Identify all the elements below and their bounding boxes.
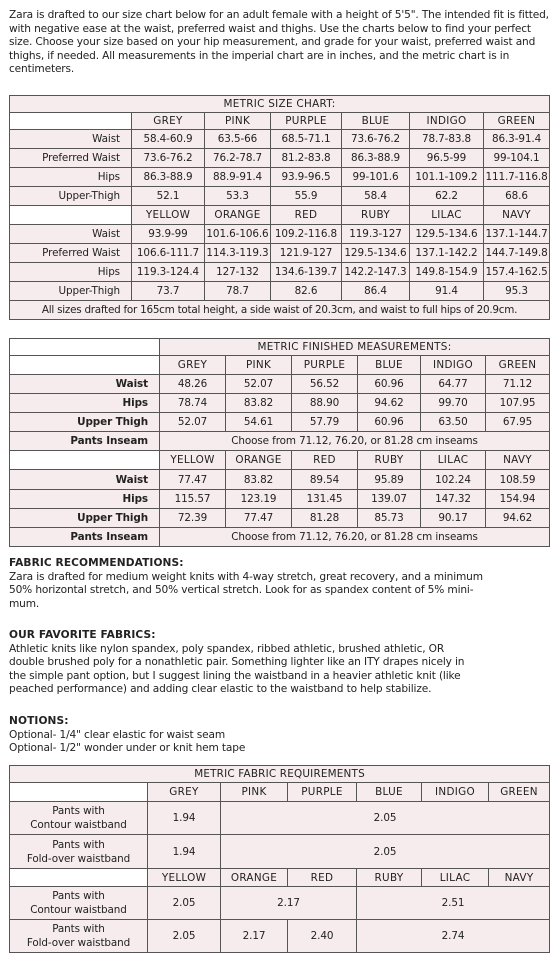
size-chart-footnote: All sizes drafted for 165cm total height, a side waist of 20.3cm, and waist to full hips of 20.9cm.	[10, 301, 550, 320]
table-cell: 94.62	[358, 394, 421, 413]
table-cell: 88.90	[292, 394, 358, 413]
paragraph-line: double brushed poly for a nonathletic pair. Something lighter like an ITY drapes nicely in	[9, 656, 465, 669]
table-cell: 68.6	[484, 187, 550, 206]
paragraph-line: the simple pant option, but I suggest lining the waistband in a heavier athletic knit (like	[9, 669, 461, 682]
table-row	[10, 263, 550, 282]
table-cell: 60.96	[358, 375, 421, 394]
table-cell: 86.3-88.9	[342, 149, 410, 168]
table-cell: 55.9	[271, 187, 342, 206]
size-name: ORANGE	[221, 869, 288, 887]
table-cell: 99.70	[421, 394, 486, 413]
metric-finished-measurements	[9, 338, 550, 547]
table-row	[10, 394, 550, 413]
size-name: GREEN	[484, 113, 550, 130]
size-name: PURPLE	[292, 356, 358, 375]
table-cell: 57.79	[292, 413, 358, 432]
size-name: BLUE	[357, 783, 422, 802]
size-name: BLUE	[358, 356, 421, 375]
table-cell: 56.52	[292, 375, 358, 394]
size-name: RUBY	[358, 451, 421, 470]
table-row	[10, 375, 550, 394]
table-cell: 108.59	[486, 470, 550, 490]
table-cell: 127-132	[205, 263, 271, 282]
table-cell: 129.5-134.6	[342, 244, 410, 263]
table-cell: 142.2-147.3	[342, 263, 410, 282]
size-header-row-b	[10, 206, 550, 225]
size-name: ORANGE	[226, 451, 292, 470]
section-heading: OUR FAVORITE FABRICS:	[9, 629, 156, 641]
paragraph-line: Optional- 1/2" wonder under or knit hem tape	[9, 742, 246, 755]
metric-fabric-requirements	[9, 765, 550, 953]
paragraph-line: mum.	[9, 597, 40, 610]
size-chart-title: METRIC SIZE CHART:	[10, 96, 550, 113]
inseam-note: Choose from 71.12, 76.20, or 81.28 cm inseams	[160, 432, 550, 451]
table-cell: 123.19	[226, 490, 292, 509]
fabric-recommendations	[9, 557, 554, 611]
table-cell: 131.45	[292, 490, 358, 509]
table-cell: 102.24	[421, 470, 486, 490]
size-header-row-a	[10, 113, 550, 130]
row-label: Hips	[10, 490, 160, 509]
table-cell: 48.26	[160, 375, 226, 394]
table-row	[10, 490, 550, 509]
table-row	[10, 413, 550, 432]
table-cell: 2.05	[221, 802, 550, 835]
table-cell: 73.6-76.2	[342, 130, 410, 149]
table-cell: 95.3	[484, 282, 550, 301]
size-name: PURPLE	[288, 783, 357, 802]
table-cell: 52.07	[226, 375, 292, 394]
table-cell: 93.9-96.5	[271, 168, 342, 187]
size-name: RED	[271, 206, 342, 225]
table-cell: 94.62	[486, 509, 550, 528]
table-cell: 81.2-83.8	[271, 149, 342, 168]
row-label: Waist	[10, 470, 160, 490]
table-row	[10, 470, 550, 490]
table-cell: 2.51	[357, 887, 550, 920]
size-name: INDIGO	[421, 356, 486, 375]
table-cell: 137.1-142.2	[410, 244, 484, 263]
table-row	[10, 244, 550, 263]
size-name: YELLOW	[160, 451, 226, 470]
metric-size-chart	[9, 95, 550, 320]
size-name: PINK	[205, 113, 271, 130]
table-cell: 76.2-78.7	[205, 149, 271, 168]
table-cell: 121.9-127	[271, 244, 342, 263]
row-label: Pants with Contour waistband	[10, 802, 148, 835]
size-name: PURPLE	[271, 113, 342, 130]
size-name: LILAC	[421, 451, 486, 470]
table-cell: 96.5-99	[410, 149, 484, 168]
table-cell: 147.32	[421, 490, 486, 509]
size-name: GREY	[132, 113, 205, 130]
table-cell: 88.9-91.4	[205, 168, 271, 187]
size-header-row-a	[10, 783, 550, 802]
table-row	[10, 149, 550, 168]
size-name: INDIGO	[410, 113, 484, 130]
size-name: GREEN	[489, 783, 550, 802]
table-cell: 81.28	[292, 509, 358, 528]
table-cell: 86.3-91.4	[484, 130, 550, 149]
table-row	[10, 282, 550, 301]
table-cell: 86.3-88.9	[132, 168, 205, 187]
table-row	[10, 130, 550, 149]
row-label: Preferred Waist	[10, 244, 132, 263]
table-cell: 89.54	[292, 470, 358, 490]
size-header-row-b	[10, 451, 550, 470]
table-row	[10, 528, 550, 547]
section-heading: NOTIONS:	[9, 715, 69, 727]
row-label: Waist	[10, 130, 132, 149]
table-cell: 119.3-127	[342, 225, 410, 244]
table-cell: 72.39	[160, 509, 226, 528]
table-cell: 111.7-116.8	[484, 168, 550, 187]
table-cell: 83.82	[226, 394, 292, 413]
size-name: YELLOW	[148, 869, 221, 887]
table-cell: 52.1	[132, 187, 205, 206]
size-name: LILAC	[410, 206, 484, 225]
table-cell: 154.94	[486, 490, 550, 509]
size-name: NAVY	[489, 869, 550, 887]
size-name: NAVY	[486, 451, 550, 470]
size-name: INDIGO	[422, 783, 489, 802]
inseam-note: Choose from 71.12, 76.20, or 81.28 cm inseams	[160, 528, 550, 547]
row-label: Pants Inseam	[10, 432, 160, 451]
table-cell: 144.7-149.8	[484, 244, 550, 263]
row-label: Upper Thigh	[10, 509, 160, 528]
size-name: NAVY	[484, 206, 550, 225]
row-label: Upper Thigh	[10, 413, 160, 432]
row-label: Hips	[10, 394, 160, 413]
table-cell: 2.05	[148, 887, 221, 920]
table-cell: 137.1-144.7	[484, 225, 550, 244]
paragraph-line: peached performance) and adding clear elastic to the waistband to help stabilize.	[9, 683, 432, 696]
row-label: Waist	[10, 225, 132, 244]
table-cell: 68.5-71.1	[271, 130, 342, 149]
table-cell: 64.77	[421, 375, 486, 394]
table-cell: 58.4	[342, 187, 410, 206]
row-label: Hips	[10, 168, 132, 187]
table-row	[10, 835, 550, 869]
size-header-row-a	[10, 356, 550, 375]
row-label: Pants with Fold-over waistband	[10, 920, 148, 953]
table-cell: 115.57	[160, 490, 226, 509]
table-cell: 78.7-83.8	[410, 130, 484, 149]
table-cell: 67.95	[486, 413, 550, 432]
table-cell: 73.7	[132, 282, 205, 301]
table-cell: 63.50	[421, 413, 486, 432]
table-cell: 129.5-134.6	[410, 225, 484, 244]
paragraph-line: 50% horizontal stretch, and 50% vertical stretch. Look for as spandex content of 5% mini-	[9, 584, 474, 597]
size-name: GREEN	[486, 356, 550, 375]
table-row	[10, 432, 550, 451]
table-cell: 157.4-162.5	[484, 263, 550, 282]
table-cell: 1.94	[148, 835, 221, 869]
table-cell: 71.12	[486, 375, 550, 394]
intro-paragraph: Zara is drafted to our size chart below for an adult female with a height of 5'5". The intended fit is fitted, with negative ease at the waist, preferred waist and thighs. Use the charts below to find your perfect size. Choose your size based on your hip measurement, and grade for your waist, preferred waist and thighs, if needed. All measurements in the imperial chart are in inches, and the metric chart is in centimeters.	[9, 9, 549, 76]
table-cell: 1.94	[148, 802, 221, 835]
table-row	[10, 168, 550, 187]
table-cell: 2.17	[221, 920, 288, 953]
table-cell: 139.07	[358, 490, 421, 509]
size-name: ORANGE	[205, 206, 271, 225]
table-cell: 91.4	[410, 282, 484, 301]
table-cell: 95.89	[358, 470, 421, 490]
table-cell: 99-104.1	[484, 149, 550, 168]
table-cell: 2.17	[221, 887, 357, 920]
row-label: Upper-Thigh	[10, 187, 132, 206]
row-label: Upper-Thigh	[10, 282, 132, 301]
table-cell: 85.73	[358, 509, 421, 528]
table-cell: 77.47	[226, 509, 292, 528]
table-row	[10, 509, 550, 528]
table-row	[10, 920, 550, 953]
table-row	[10, 802, 550, 835]
table-cell: 82.6	[271, 282, 342, 301]
table-cell: 53.3	[205, 187, 271, 206]
row-label: Hips	[10, 263, 132, 282]
size-name: RED	[288, 869, 357, 887]
table-cell: 73.6-76.2	[132, 149, 205, 168]
table-cell: 106.6-111.7	[132, 244, 205, 263]
table-cell: 58.4-60.9	[132, 130, 205, 149]
table-cell: 83.82	[226, 470, 292, 490]
size-name: BLUE	[342, 113, 410, 130]
size-name: RED	[292, 451, 358, 470]
table-cell: 78.74	[160, 394, 226, 413]
table-cell: 60.96	[358, 413, 421, 432]
notions	[9, 715, 554, 756]
table-cell: 107.95	[486, 394, 550, 413]
size-name: PINK	[221, 783, 288, 802]
table-cell: 62.2	[410, 187, 484, 206]
table-cell: 109.2-116.8	[271, 225, 342, 244]
size-name: LILAC	[422, 869, 489, 887]
size-name: YELLOW	[132, 206, 205, 225]
size-header-row-b	[10, 869, 550, 887]
table-row	[10, 887, 550, 920]
table-cell: 149.8-154.9	[410, 263, 484, 282]
size-name: RUBY	[357, 869, 422, 887]
row-label: Preferred Waist	[10, 149, 132, 168]
row-label: Waist	[10, 375, 160, 394]
size-name: GREY	[148, 783, 221, 802]
table-cell: 52.07	[160, 413, 226, 432]
fabric-req-title: METRIC FABRIC REQUIREMENTS	[10, 766, 550, 783]
table-cell: 93.9-99	[132, 225, 205, 244]
table-row	[10, 187, 550, 206]
table-cell: 101.6-106.6	[205, 225, 271, 244]
table-cell: 2.05	[148, 920, 221, 953]
table-cell: 101.1-109.2	[410, 168, 484, 187]
table-cell: 63.5-66	[205, 130, 271, 149]
paragraph-line: Zara is drafted for medium weight knits with 4-way stretch, great recovery, and a minimum	[9, 570, 483, 583]
paragraph-line: Optional- 1/4" clear elastic for waist seam	[9, 728, 226, 741]
table-cell: 134.6-139.7	[271, 263, 342, 282]
table-cell: 119.3-124.4	[132, 263, 205, 282]
paragraph-line: Athletic knits like nylon spandex, poly spandex, ribbed athletic, brushed athletic, OR	[9, 642, 445, 655]
table-cell: 90.17	[421, 509, 486, 528]
table-cell: 2.40	[288, 920, 357, 953]
favorite-fabrics	[9, 629, 554, 697]
finished-title: METRIC FINISHED MEASUREMENTS:	[160, 339, 550, 356]
table-cell: 99-101.6	[342, 168, 410, 187]
section-heading: FABRIC RECOMMENDATIONS:	[9, 557, 184, 569]
size-name: GREY	[160, 356, 226, 375]
size-name: RUBY	[342, 206, 410, 225]
table-row	[10, 225, 550, 244]
table-cell: 78.7	[205, 282, 271, 301]
table-cell: 2.05	[221, 835, 550, 869]
table-cell: 86.4	[342, 282, 410, 301]
row-label: Pants with Contour waistband	[10, 887, 148, 920]
table-cell: 114.3-119.3	[205, 244, 271, 263]
size-name: PINK	[226, 356, 292, 375]
table-cell: 2.74	[357, 920, 550, 953]
table-cell: 77.47	[160, 470, 226, 490]
row-label: Pants with Fold-over waistband	[10, 835, 148, 869]
table-cell: 54.61	[226, 413, 292, 432]
row-label: Pants Inseam	[10, 528, 160, 547]
